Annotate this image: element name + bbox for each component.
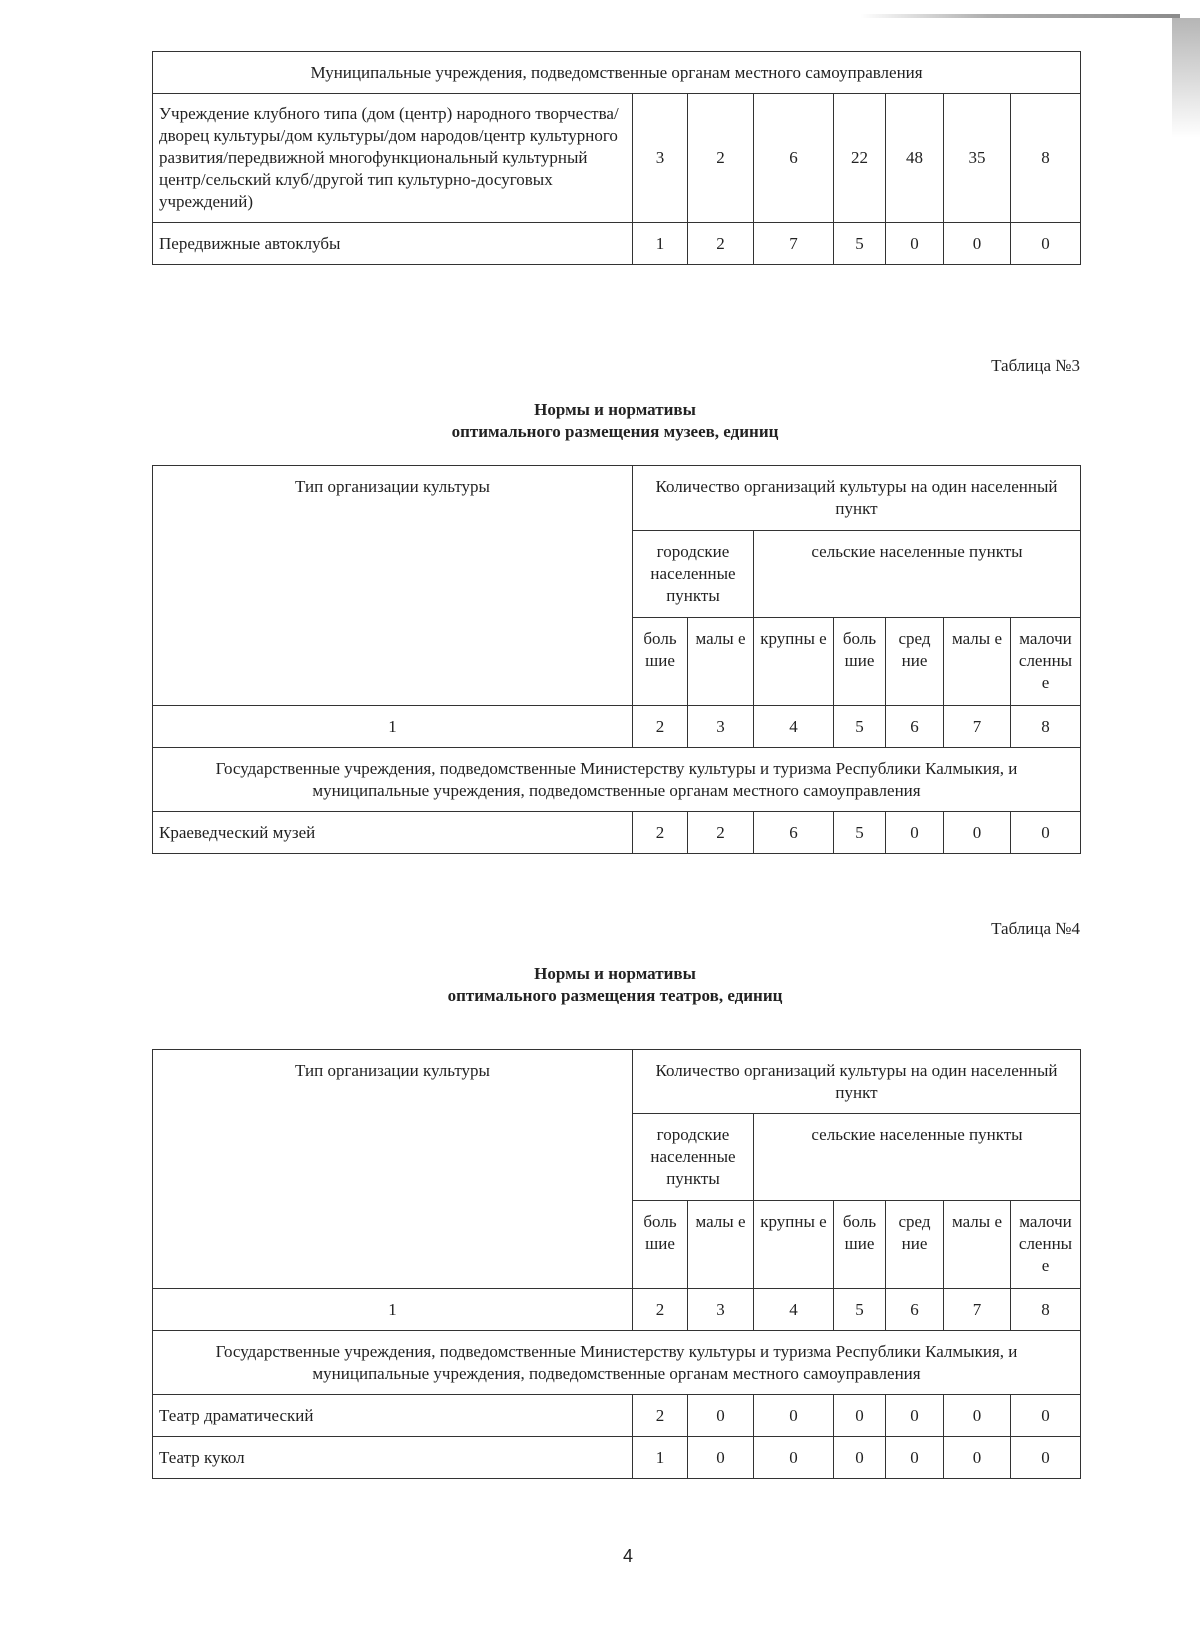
table-4-title-line-2: оптимального размещения театров, единиц	[447, 986, 783, 1005]
section-label: Муниципальные учреждения, подведомственные органам местного самоуправления	[153, 52, 1081, 94]
cell-value: 8	[1011, 94, 1081, 223]
table-3-title-line-2: оптимального размещения музеев, единиц	[451, 422, 779, 441]
cell-value: 5	[834, 223, 886, 265]
row-name: Учреждение клубного типа (дом (центр) народного творчества/дворец культуры/дом культуры/дом народов/центр культурного развития/передвижной многофункциональный культурный центр/сельский клуб/другой тип культурно-досуговых учреждений)	[153, 94, 633, 223]
subheader: малы е	[688, 1201, 754, 1289]
row-name: Театр кукол	[153, 1437, 633, 1479]
table-3-label: Таблица №3	[991, 356, 1080, 375]
table-row	[153, 223, 1081, 265]
cell-value: 2	[688, 812, 754, 854]
column-number: 6	[886, 706, 944, 748]
subheader: малы е	[688, 618, 754, 706]
cell-value: 6	[754, 812, 834, 854]
cell-value: 0	[1011, 812, 1081, 854]
cell-value: 0	[834, 1395, 886, 1437]
subheader: боль шие	[834, 1201, 886, 1289]
table-row	[153, 1437, 1081, 1479]
cell-value: 0	[1011, 1395, 1081, 1437]
section-label: Государственные учреждения, подведомственные Министерству культуры и туризма Республики Калмыкия, и муниципальные учреждения, подведомственные органам местного самоуправления	[153, 748, 1081, 812]
subheader: малы е	[944, 1201, 1011, 1289]
column-numbers-row	[153, 706, 1081, 748]
subheader: боль шие	[633, 618, 688, 706]
subheader: боль шие	[633, 1201, 688, 1289]
cell-value: 5	[834, 812, 886, 854]
quantity-header: Количество организаций культуры на один населенный пункт	[633, 1050, 1081, 1114]
section-row	[153, 748, 1081, 812]
column-number: 1	[153, 706, 633, 748]
cell-value: 0	[886, 1395, 944, 1437]
cell-value: 0	[886, 223, 944, 265]
column-number: 7	[944, 706, 1011, 748]
subheader: крупны е	[754, 618, 834, 706]
table-2-continuation	[152, 51, 1081, 265]
column-number: 6	[886, 1289, 944, 1331]
cell-value: 1	[633, 223, 688, 265]
cell-value: 35	[944, 94, 1011, 223]
table-row	[153, 94, 1081, 223]
urban-header: городские населенные пункты	[633, 1114, 754, 1201]
cell-value: 0	[886, 1437, 944, 1479]
column-number: 2	[633, 1289, 688, 1331]
cell-value: 48	[886, 94, 944, 223]
cell-value: 0	[834, 1437, 886, 1479]
row-name: Краеведческий музей	[153, 812, 633, 854]
cell-value: 3	[633, 94, 688, 223]
cell-value: 2	[633, 1395, 688, 1437]
cell-value: 22	[834, 94, 886, 223]
column-number: 7	[944, 1289, 1011, 1331]
table-row	[153, 1395, 1081, 1437]
cell-value: 0	[688, 1437, 754, 1479]
table-row	[153, 812, 1081, 854]
cell-value: 0	[944, 1395, 1011, 1437]
quantity-header: Количество организаций культуры на один населенный пункт	[633, 466, 1081, 531]
scan-artifact	[860, 14, 1180, 18]
cell-value: 2	[688, 223, 754, 265]
column-number: 2	[633, 706, 688, 748]
cell-value: 2	[633, 812, 688, 854]
table-4	[152, 1049, 1081, 1479]
cell-value: 0	[944, 812, 1011, 854]
column-number: 5	[834, 706, 886, 748]
cell-value: 7	[754, 223, 834, 265]
subheader: малы е	[944, 618, 1011, 706]
table-4-title	[150, 963, 1080, 1007]
cell-value: 0	[754, 1395, 834, 1437]
column-number: 3	[688, 1289, 754, 1331]
urban-header: городские населенные пункты	[633, 531, 754, 618]
row-name: Театр драматический	[153, 1395, 633, 1437]
cell-value: 6	[754, 94, 834, 223]
rural-header: сельские населенные пункты	[754, 1114, 1081, 1201]
column-number: 8	[1011, 1289, 1081, 1331]
section-row	[153, 52, 1081, 94]
column-number: 4	[754, 706, 834, 748]
subheader: сред ние	[886, 1201, 944, 1289]
row-name: Передвижные автоклубы	[153, 223, 633, 265]
page-number: 4	[622, 1546, 633, 1566]
rural-header: сельские населенные пункты	[754, 531, 1081, 618]
cell-value: 0	[688, 1395, 754, 1437]
cell-value: 1	[633, 1437, 688, 1479]
column-number: 3	[688, 706, 754, 748]
subheader: крупны е	[754, 1201, 834, 1289]
type-header: Тип организации культуры	[153, 1050, 633, 1289]
table-3-title-line-1: Нормы и нормативы	[534, 400, 696, 419]
subheader: сред ние	[886, 618, 944, 706]
column-number: 4	[754, 1289, 834, 1331]
cell-value: 0	[1011, 223, 1081, 265]
column-number: 8	[1011, 706, 1081, 748]
cell-value: 0	[886, 812, 944, 854]
scan-artifact	[1172, 18, 1200, 138]
cell-value: 2	[688, 94, 754, 223]
table-4-title-line-1: Нормы и нормативы	[534, 964, 696, 983]
section-label: Государственные учреждения, подведомственные Министерству культуры и туризма Республики Калмыкия, и муниципальные учреждения, подведомственные органам местного самоуправления	[153, 1331, 1081, 1395]
table-3	[152, 465, 1081, 854]
cell-value: 0	[944, 1437, 1011, 1479]
subheader: малочи сленны е	[1011, 618, 1081, 706]
cell-value: 0	[1011, 1437, 1081, 1479]
section-row	[153, 1331, 1081, 1395]
table-4-label: Таблица №4	[991, 919, 1080, 938]
cell-value: 0	[944, 223, 1011, 265]
column-numbers-row	[153, 1289, 1081, 1331]
table-3-title	[150, 399, 1080, 443]
column-number: 1	[153, 1289, 633, 1331]
cell-value: 0	[754, 1437, 834, 1479]
subheader: боль шие	[834, 618, 886, 706]
column-number: 5	[834, 1289, 886, 1331]
subheader: малочи сленны е	[1011, 1201, 1081, 1289]
type-header: Тип организации культуры	[153, 466, 633, 706]
